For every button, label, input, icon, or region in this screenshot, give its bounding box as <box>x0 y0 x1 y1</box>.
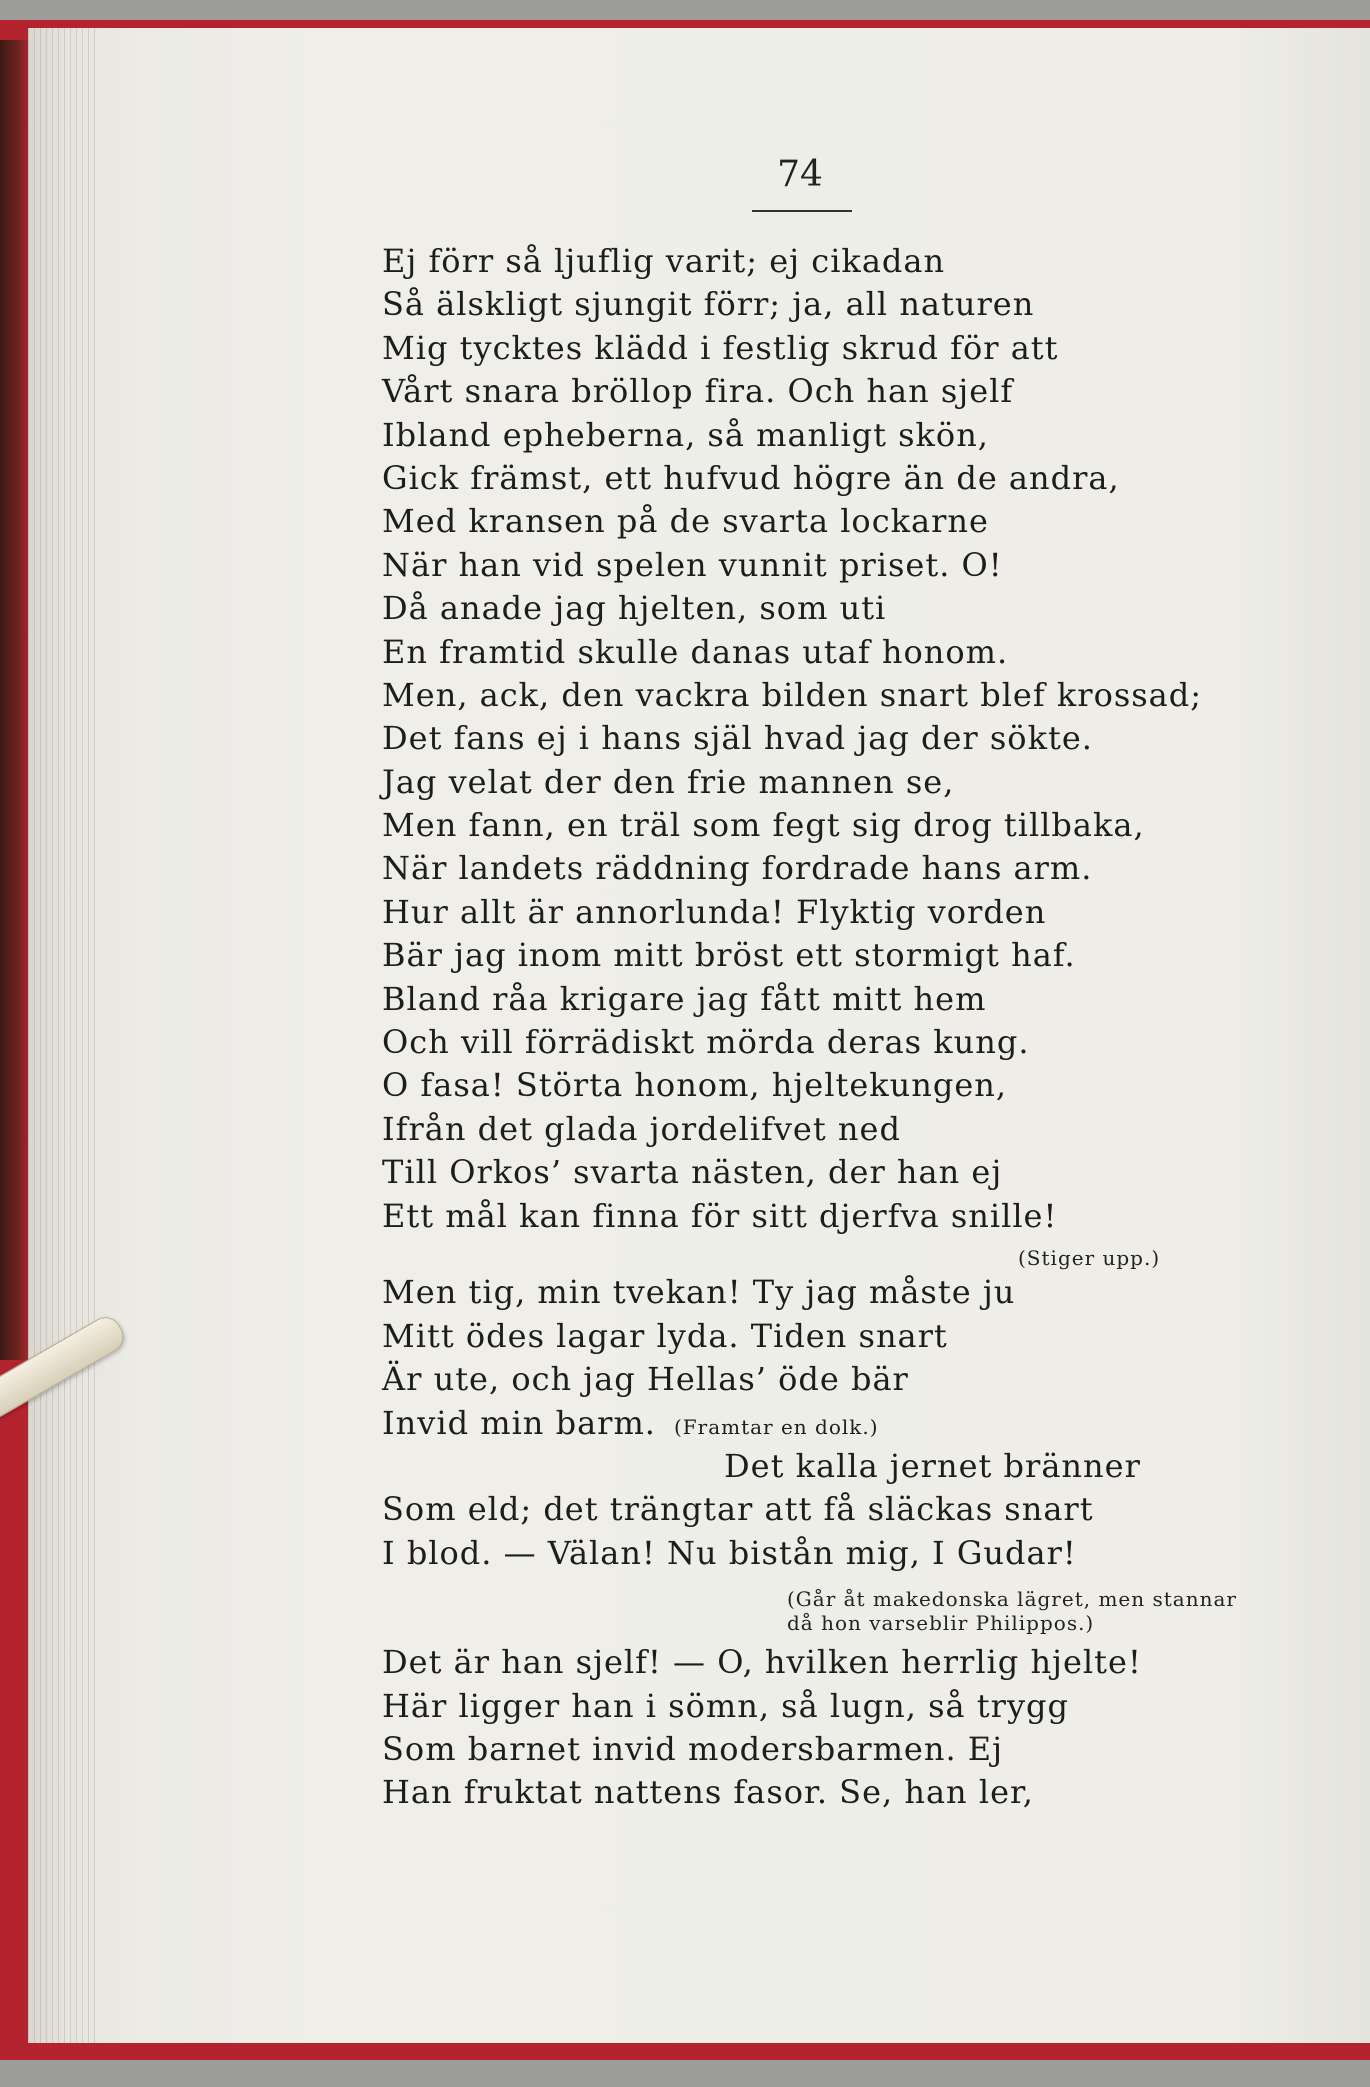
page-number-rule <box>752 210 852 212</box>
verse-line: Med kransen på de svarta lockarne <box>382 502 989 541</box>
direction-line-1 <box>382 1238 1282 1281</box>
verse-line: Som eld; det trängtar att få släckas snart <box>382 1490 1094 1529</box>
verse-line: När landets räddning fordrade hans arm. <box>382 849 1093 888</box>
stage-direction-gar-at-lagret: (Går åt makedonska lägret, men stannar <box>787 1587 1237 1612</box>
verse-line: Jag velat der den frie mannen se, <box>382 762 955 801</box>
verse-line: Men fann, en träl som fegt sig drog tillbaka, <box>382 806 1145 845</box>
poem-text <box>382 240 1282 1815</box>
verse-line: Ifrån det glada jordelifvet ned <box>382 1109 901 1148</box>
verse-part-4 <box>382 1641 1282 1815</box>
verse-line: Ibland epheberna, så manligt skön, <box>382 415 989 454</box>
verse-line-invid <box>382 1402 1282 1445</box>
page-edges <box>28 28 98 2043</box>
stage-direction-varseblir-philippos: då hon varseblir Philippos.) <box>787 1611 1095 1636</box>
verse-line: Hur allt är annorlunda! Flyktig vorden <box>382 892 1047 931</box>
verse-line: Och vill förrädiskt mörda deras kung. <box>382 1023 1030 1062</box>
verse-line: Då anade jag hjelten, som uti <box>382 589 887 628</box>
verse-line: I blod. — Välan! Nu bistån mig, I Gudar! <box>382 1533 1077 1572</box>
verse-part-2 <box>382 1271 1282 1401</box>
verse-line: Ej förr så ljuflig varit; ej cikadan <box>382 242 946 280</box>
verse-part-3 <box>382 1488 1282 1575</box>
verse-line: Vårt snara bröllop fira. Och han sjelf <box>382 372 1014 411</box>
verse-part-1 <box>382 240 1282 1238</box>
verse-line: Bär jag inom mitt bröst ett stormigt haf. <box>382 936 1076 975</box>
verse-line: Men tig, min tvekan! Ty jag måste ju <box>382 1273 1016 1312</box>
verse-line: Det fans ej i hans själ hvad jag der sökte. <box>382 719 1093 758</box>
verse-line: Han fruktat nattens fasor. Se, han ler, <box>382 1773 1034 1812</box>
stage-direction-stiger-upp: (Stiger upp.) <box>1018 1245 1161 1270</box>
verse-line: Bland råa krigare jag fått mitt hem <box>382 979 987 1018</box>
verse-line: När han vid spelen vunnit priset. O! <box>382 545 1003 584</box>
verse-line-invid-text: Invid min barm. <box>382 1403 656 1442</box>
verse-line: Till Orkos’ svarta nästen, der han ej <box>382 1153 1003 1192</box>
direction-block-3 <box>382 1575 1282 1641</box>
verse-line: Gick främst, ett hufvud högre än de andra, <box>382 458 1120 497</box>
verse-line-indented: Det kalla jernet bränner <box>724 1446 1141 1485</box>
verse-line: Ett mål kan finna för sitt djerfva snille! <box>382 1196 1058 1235</box>
verse-line: Som barnet invid modersbarmen. Ej <box>382 1729 1004 1768</box>
verse-line: O fasa! Störta honom, hjeltekungen, <box>382 1066 1008 1105</box>
cover-spine-edge <box>0 40 30 1360</box>
verse-line: Det är han sjelf! — O, hvilken herrlig hjelte! <box>382 1643 1142 1682</box>
verse-line: En framtid skulle danas utaf honom. <box>382 632 1009 671</box>
verse-line: Mig tycktes klädd i festlig skrud för att <box>382 328 1059 367</box>
verse-line: Här ligger han i sömn, så lugn, så trygg <box>382 1686 1069 1725</box>
verse-line: Är ute, och jag Hellas’ öde bär <box>382 1360 909 1399</box>
verse-line: Så älskligt sjungit förr; ja, all naturen <box>382 285 1035 324</box>
page-number: 74 <box>777 154 823 195</box>
verse-line: Mitt ödes lagar lyda. Tiden snart <box>382 1316 948 1355</box>
verse-line: Men, ack, den vackra bilden snart blef krossad; <box>382 675 1203 714</box>
stage-direction-framtar-dolk: (Framtar en dolk.) <box>673 1414 879 1439</box>
